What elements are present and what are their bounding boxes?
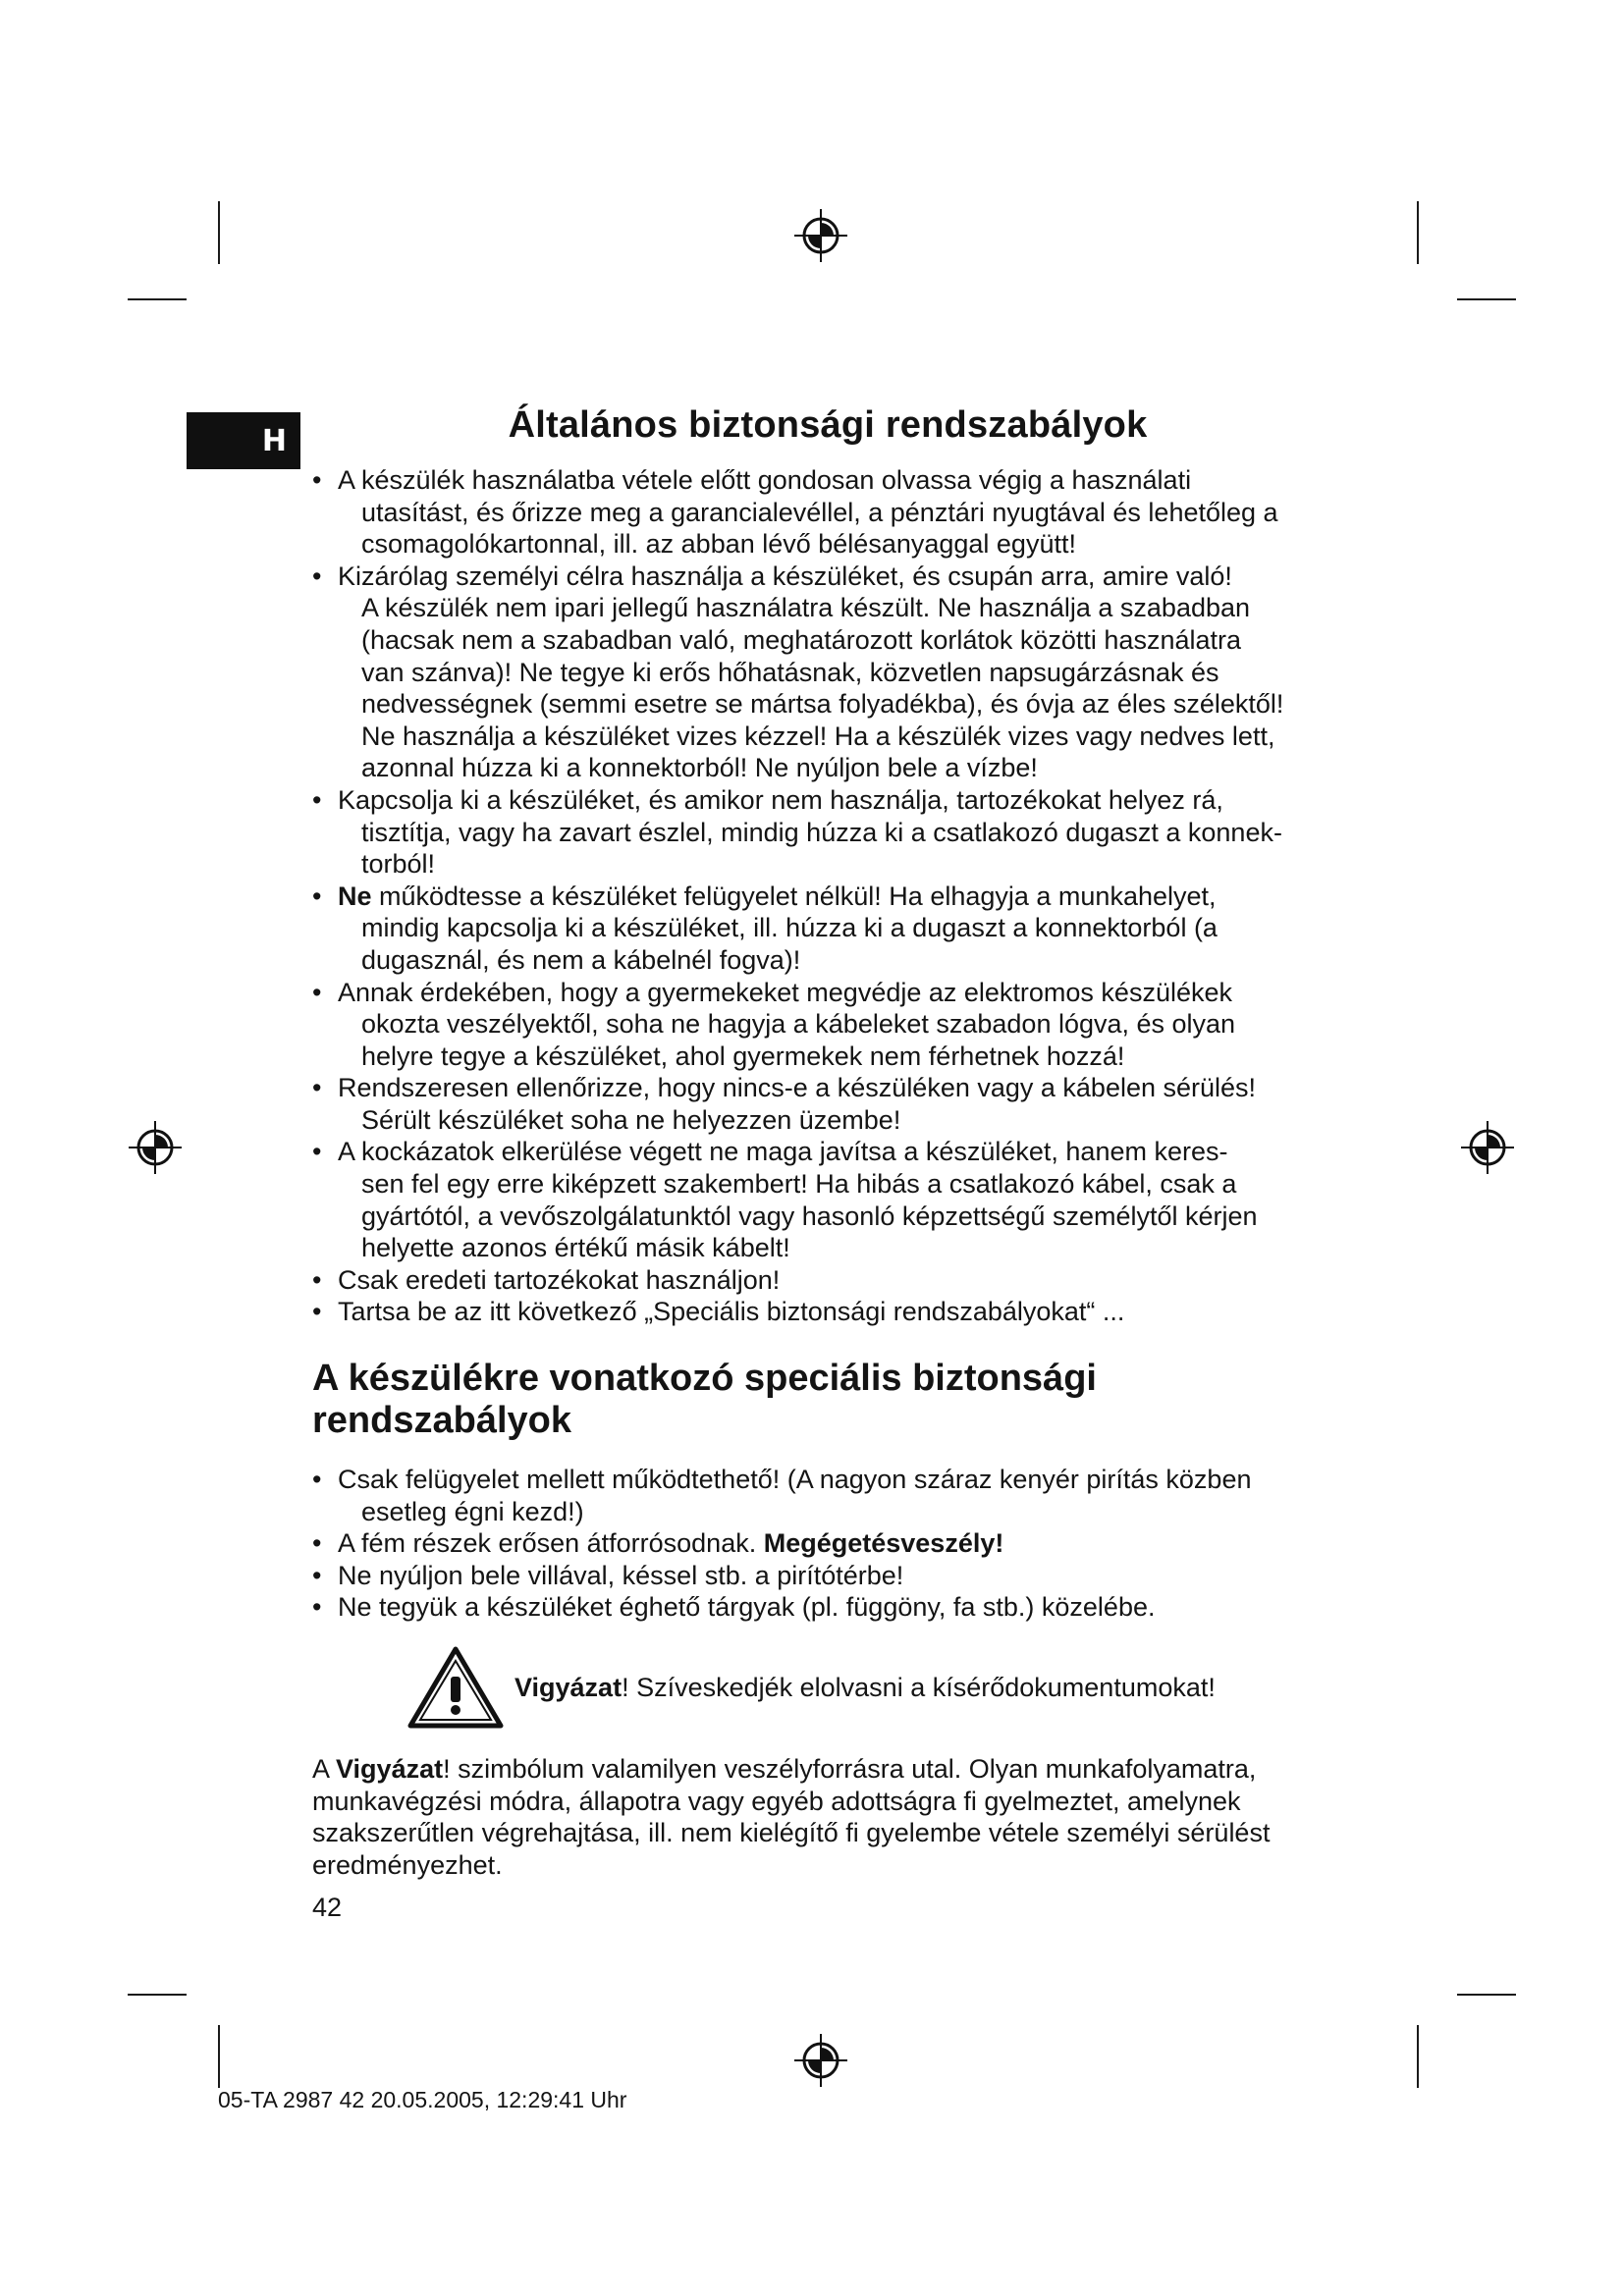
list-item-continuation: utasítást, és őrizze meg a garancialevéllel, a pénztári nyugtával és lehetőleg a <box>361 497 1278 527</box>
special-safety-list <box>312 1464 1343 1624</box>
list-item-text: működtesse a készüléket felügyelet nélkül! Ha elhagyja a munkahelyet, <box>371 881 1217 911</box>
crop-mark <box>1417 201 1419 264</box>
language-tab: H <box>187 412 300 469</box>
list-item-continuation: helyette azonos értékű másik kábelt! <box>361 1233 790 1263</box>
emphasis-text: Ne <box>338 881 372 911</box>
list-item-text: A kockázatok elkerülése végett ne maga javítsa a készüléket, hanem keres- <box>338 1137 1228 1167</box>
list-item-text: Kizárólag személyi célra használja a készüléket, és csupán arra, amire való! <box>338 561 1232 591</box>
list-item <box>312 1560 1343 1592</box>
list-item <box>312 1072 1343 1136</box>
print-footer: 05-TA 2987 42 20.05.2005, 12:29:41 Uhr <box>218 2087 627 2112</box>
section-title-special-safety: A készülékre vonatkozó speciális biztonsági rendszabályok <box>312 1358 1097 1442</box>
list-item-text: A készülék használatba vétele előtt gondosan olvassa végig a használati <box>338 465 1192 495</box>
crop-mark <box>218 201 220 264</box>
emphasis-text: Megégetésveszély! <box>763 1528 1004 1559</box>
list-item-continuation: A készülék nem ipari jellegű használatra készült. Ne használja a szabadban <box>361 593 1251 623</box>
list-item <box>312 784 1343 881</box>
warning-triangle-icon <box>406 1645 505 1730</box>
list-item-continuation: dugasznál, és nem a kábelnél fogva)! <box>361 944 801 975</box>
registration-mark-icon <box>1461 1121 1514 1174</box>
general-safety-list <box>312 464 1343 1328</box>
list-item-continuation: van szánva)! Ne tegye ki erős hőhatásnak, közvetlen napsugárzásnak és <box>361 657 1219 687</box>
list-item-continuation: gyártótól, a vevőszolgálatunktól vagy hasonló képzettségű személytől kérjen <box>361 1201 1258 1231</box>
list-item-continuation: okozta veszélyektől, soha ne hagyja a kábeleket szabadon lógva, és olyan <box>361 1009 1236 1040</box>
crop-mark <box>128 1994 187 1996</box>
paragraph-line: ! szimbólum valamilyen veszélyforrásra utal. Olyan munkafolyamatra, <box>443 1754 1257 1784</box>
list-item-text: Rendszeresen ellenőrizze, hogy nincs-e a készüléken vagy a kábelen sérülés! <box>338 1073 1257 1103</box>
list-item-text: Kapcsolja ki a készüléket, és amikor nem használja, tartozékokat helyez rá, <box>338 784 1223 815</box>
crop-mark <box>1457 298 1516 300</box>
list-item-continuation: torból! <box>361 849 436 880</box>
section-title-general-safety: Általános biztonsági rendszabályok <box>508 404 1148 446</box>
list-item-continuation: nedvességnek (semmi esetre se mártsa folyadékba), és óvja az éles szélektől! <box>361 689 1284 720</box>
list-item <box>312 1591 1343 1624</box>
list-item <box>312 561 1343 784</box>
list-item <box>312 1136 1343 1263</box>
paragraph-line: eredményezhet. <box>312 1849 503 1880</box>
list-item <box>312 1464 1343 1527</box>
list-item-continuation: tisztítja, vagy ha zavart észlel, mindig húzza ki a csatlakozó dugaszt a konnek- <box>361 817 1282 847</box>
page-content <box>312 404 1343 1881</box>
list-item-text: Csak felügyelet mellett működtethető! (A nagyon száraz kenyér pirítás közben <box>338 1465 1252 1495</box>
paragraph-line: munkavégzési módra, állapotra vagy egyéb adottságra fi gyelmeztet, amelynek <box>312 1786 1241 1816</box>
list-item-text: Ne tegyük a készüléket éghető tárgyak (pl. függöny, fa stb.) közelébe. <box>338 1592 1156 1623</box>
list-item-text: Csak eredeti tartozékokat használjon! <box>338 1264 781 1295</box>
list-item <box>312 977 1343 1073</box>
warning-explanation <box>312 1753 1343 1881</box>
list-item-continuation: Sérült készüléket soha ne helyezzen üzembe! <box>361 1104 901 1135</box>
list-item <box>312 1264 1343 1297</box>
crop-mark <box>218 2025 220 2088</box>
list-item <box>312 881 1343 977</box>
registration-mark-icon <box>129 1121 182 1174</box>
warning-text <box>514 1673 1216 1703</box>
list-item-continuation: csomagolókartonnal, ill. az abban lévő bélésanyaggal együtt! <box>361 529 1076 560</box>
list-item-text: Ne nyúljon bele villával, késsel stb. a pirítótérbe! <box>338 1560 904 1590</box>
list-item <box>312 464 1343 561</box>
crop-mark <box>1457 1994 1516 1996</box>
list-item-continuation: (hacsak nem a szabadban való, meghatározott korlátok közötti használatra <box>361 624 1241 655</box>
list-item-continuation: Ne használja a készüléket vizes kézzel! Ha a készülék vizes vagy nedves lett, <box>361 721 1275 751</box>
list-item-continuation: esetleg égni kezd!) <box>361 1496 584 1526</box>
list-item-continuation: mindig kapcsolja ki a készüléket, ill. húzza ki a dugaszt a konnektorból (a <box>361 913 1218 943</box>
paragraph-prefix: A <box>312 1754 337 1784</box>
page-number: 42 <box>312 1893 343 1922</box>
list-item-continuation: sen fel egy erre kiképzett szakembert! Ha hibás a csatlakozó kábel, csak a <box>361 1169 1237 1200</box>
list-item <box>312 1296 1343 1328</box>
list-item <box>312 1527 1343 1560</box>
list-item-continuation: helyre tegye a készüléket, ahol gyermekek nem férhetnek hozzá! <box>361 1041 1125 1071</box>
emphasis-text: Vigyázat <box>336 1754 444 1784</box>
registration-mark-icon <box>794 209 847 262</box>
list-item-text: A fém részek erősen átforrósodnak. <box>338 1528 764 1559</box>
warning-body: ! Szíveskedjék elolvasni a kísérődokumentumokat! <box>622 1672 1216 1702</box>
list-item-continuation: azonnal húzza ki a konnektorból! Ne nyúljon bele a vízbe! <box>361 753 1038 783</box>
list-item-text: Annak érdekében, hogy a gyermekeket megvédje az elektromos készülékek <box>338 977 1232 1007</box>
registration-mark-icon <box>794 2034 847 2087</box>
warning-notice <box>406 1645 1343 1730</box>
paragraph-line: szakszerűtlen végrehajtása, ill. nem kielégítő fi gyelembe vétele személyi sérülést <box>312 1818 1271 1848</box>
warning-bold: Vigyázat <box>514 1672 623 1702</box>
crop-mark <box>128 298 187 300</box>
list-item-text: Tartsa be az itt következő „Speciális biztonsági rendszabályokat“ ... <box>338 1297 1125 1327</box>
crop-mark <box>1417 2025 1419 2088</box>
